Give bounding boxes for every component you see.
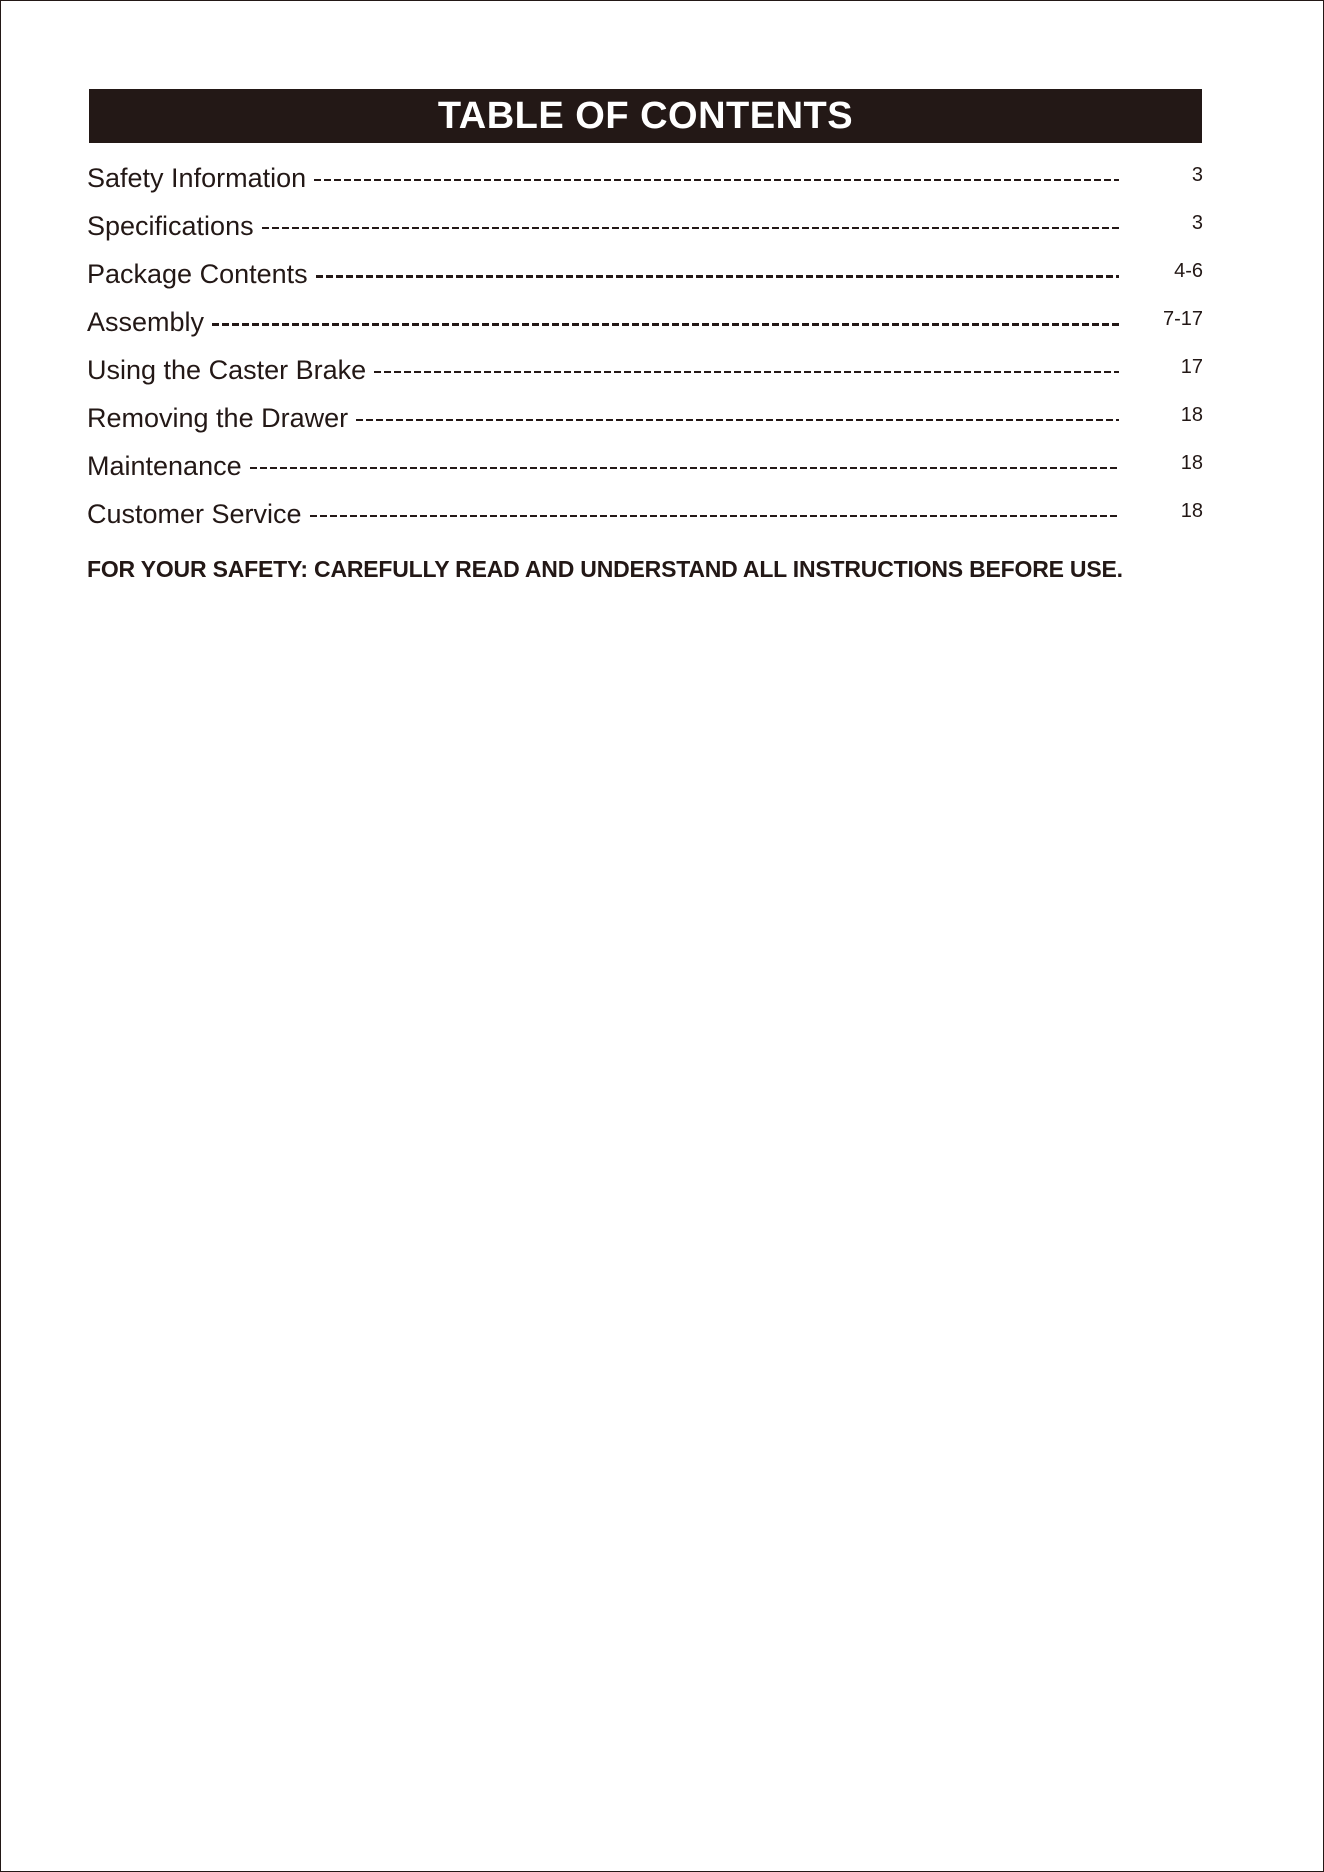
toc-entry-page: 17 — [1180, 356, 1203, 379]
toc-entry-using-the-caster-brake[interactable] — [87, 346, 1203, 394]
toc-entry-page: 3 — [1191, 212, 1203, 235]
toc-entry-page: 18 — [1180, 404, 1203, 427]
toc-entry-title: Specifications — [87, 210, 254, 241]
toc-entry-specifications[interactable] — [87, 202, 1203, 250]
toc-entry-title: Package Contents — [87, 258, 308, 289]
toc-entry-package-contents[interactable] — [87, 250, 1203, 298]
toc-entry-safety-information[interactable] — [87, 154, 1203, 202]
toc-entry-removing-the-drawer[interactable] — [87, 394, 1203, 442]
toc-entry-maintenance[interactable] — [87, 442, 1203, 490]
toc-dotted-leader — [356, 419, 1119, 421]
toc-entry-page: 18 — [1180, 452, 1203, 475]
toc-heading-banner — [89, 89, 1202, 143]
toc-entry-title: Customer Service — [87, 498, 302, 529]
toc-entry-page: 4-6 — [1174, 260, 1203, 283]
toc-entry-title: Maintenance — [87, 450, 242, 481]
toc-dotted-leader — [316, 275, 1119, 278]
toc-entry-title: Safety Information — [87, 162, 307, 193]
safety-warning-text: FOR YOUR SAFETY: CAREFULLY READ AND UNDERSTAND ALL INSTRUCTIONS BEFORE USE. — [87, 556, 1123, 582]
toc-entry-customer-service[interactable] — [87, 490, 1203, 538]
toc-dotted-leader — [310, 515, 1119, 517]
toc-entry-page: 7-17 — [1162, 308, 1203, 331]
toc-list — [87, 154, 1203, 538]
toc-entry-title: Removing the Drawer — [87, 402, 349, 433]
toc-entry-page: 3 — [1191, 164, 1203, 187]
toc-dotted-leader — [250, 467, 1119, 469]
toc-entry-page: 18 — [1180, 500, 1203, 523]
toc-dotted-leader — [212, 323, 1119, 326]
toc-entry-assembly[interactable] — [87, 298, 1203, 346]
toc-dotted-leader — [262, 227, 1119, 229]
toc-dotted-leader — [374, 371, 1119, 373]
toc-entry-title: Assembly — [87, 306, 205, 337]
toc-heading: TABLE OF CONTENTS — [437, 94, 854, 137]
toc-dotted-leader — [314, 179, 1119, 181]
toc-entry-title: Using the Caster Brake — [87, 354, 367, 385]
